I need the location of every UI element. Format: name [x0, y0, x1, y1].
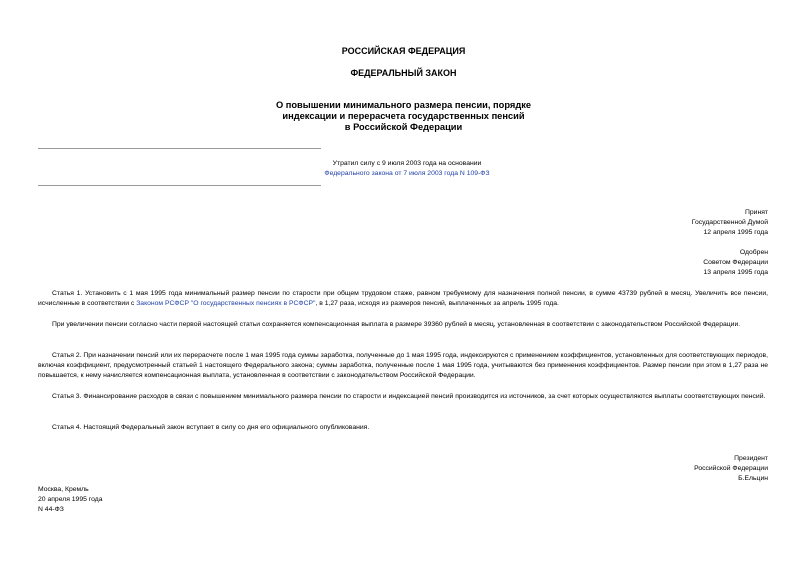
article-2	[38, 351, 768, 381]
article-4-text: Статья 4. Настоящий Федеральный закон вступает в силу со дня его официального опубликования.	[52, 424, 370, 431]
status-line: Утратил силу с 9 июля 2003 года на основании	[332, 160, 482, 167]
signing-place: Москва, Кремль	[38, 486, 89, 493]
approved-body: Советом Федерации	[703, 259, 768, 266]
article-4	[38, 423, 768, 433]
signer-country: Российской Федерации	[694, 465, 768, 472]
signing-details	[38, 485, 103, 515]
article-3-text: Статья 3. Финансирование расходов в связи с повышением минимального размера пенсии по старости и индексацией пенсий производится из источников, за счет которых осуществляются выплаты соответствующих пенсий.	[52, 393, 766, 400]
adoption-duma	[692, 208, 768, 238]
country-heading: РОССИЙСКАЯ ФЕДЕРАЦИЯ	[341, 46, 466, 56]
approved-label: Одобрен	[739, 249, 768, 256]
pension-law-link[interactable]: Законом РСФСР "О государственных пенсиях в РСФСР"	[136, 300, 316, 307]
law-title	[0, 100, 807, 133]
law-title-line-3: в Российской Федерации	[344, 122, 463, 132]
doc-type-heading: ФЕДЕРАЛЬНЫЙ ЗАКОН	[350, 68, 457, 78]
signer-name: Б.Ельцин	[738, 475, 768, 482]
signing-date: 20 апреля 1995 года	[38, 496, 103, 503]
article-1-part-2	[38, 320, 768, 330]
status-note	[207, 159, 607, 179]
law-number: N 44-ФЗ	[38, 506, 64, 513]
article-3	[38, 392, 768, 402]
article-1-part-2-text: При увеличении пенсии согласно части первой настоящей статьи сохраняется компенсационная выплата в размере 39360 рублей в месяц, установленная в соответствии с законодательством Российской Федерации.	[52, 321, 741, 328]
article-1-text-pre: Статья 1. Установить с 1 мая 1995 года минимальный размер пенсии по старости при общем трудовом стаже, равном требуемому для назначения полной пенсии, в сумме 43739 рублей в месяц. Увеличить все пенсии, исчисленные в соответствии с	[38, 290, 768, 307]
adopted-body: Государственной Думой	[691, 219, 768, 226]
signer-title: Президент	[734, 455, 768, 462]
repeal-law-link[interactable]: Федерального закона от 7 июля 2003 года N 109-ФЗ	[324, 170, 490, 177]
divider-top	[38, 148, 321, 149]
adopted-date: 12 апреля 1995 года	[703, 229, 768, 236]
law-title-line-1: О повышении минимального размера пенсии, порядке	[275, 100, 532, 110]
article-1	[38, 289, 768, 309]
article-1-text-post: , в 1,27 раза, исходя из размеров пенсий, выплаченных за апрель 1995 года.	[315, 300, 559, 307]
law-title-line-2: индексации и перерасчета государственных пенсий	[282, 111, 525, 121]
approved-date: 13 апреля 1995 года	[703, 269, 768, 276]
signature-block	[694, 454, 768, 484]
divider-bottom	[38, 185, 321, 186]
article-2-text: Статья 2. При назначении пенсий или их перерасчете после 1 мая 1995 года суммы заработка, полученные до 1 мая 1995 года, индексируются с применением коэффициентов, установленных для соответствующих периодов, включая коэффициент, предусмотренный статьей 1 настоящего Федерального закона; суммы заработка, полученные после 1 мая 1995 года, учитываются без применения коэффициентов. Размер пенсии при этом в 1,27 раза не повышается, к нему начисляется компенсационная выплата, установленная в соответствии с законодательством Российской Федерации.	[38, 352, 768, 379]
adopted-label: Принят	[744, 209, 768, 216]
adoption-council	[703, 248, 768, 278]
